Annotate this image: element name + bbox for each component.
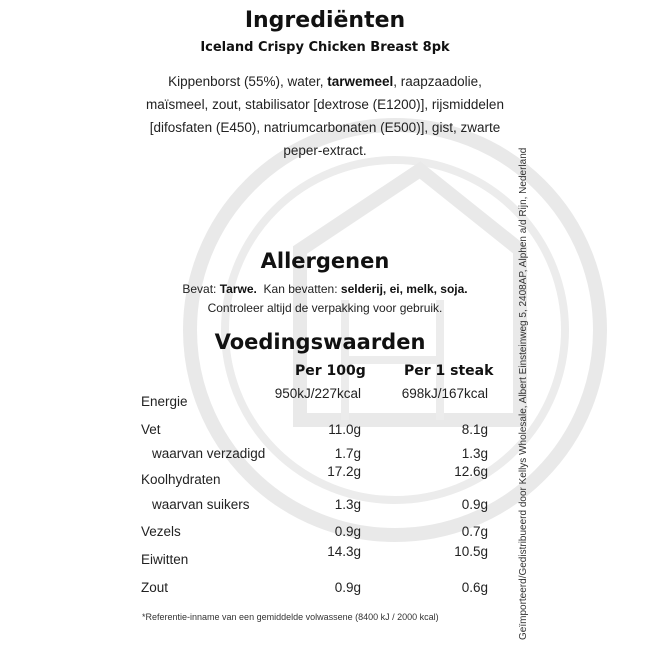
allergens-note: Controleer altijd de verpakking voor gebruik. xyxy=(207,301,443,315)
nutrition-row xyxy=(0,524,650,546)
column-header-per-100g: Per 100g xyxy=(295,363,366,379)
contains-allergens: Tarwe. xyxy=(219,282,257,296)
may-contain-label: Kan bevatten: xyxy=(256,282,341,296)
nutrition-row xyxy=(0,446,650,468)
nutrition-row xyxy=(0,544,650,574)
ingredient-allergen: tarwemeel xyxy=(327,74,394,89)
value-per-steak: 12.6g xyxy=(454,464,488,479)
ingredients-text xyxy=(140,70,510,162)
value-per-100g: 14.3g xyxy=(327,544,361,559)
value-per-steak: 0.7g xyxy=(461,524,488,539)
value-per-100g: 11.0g xyxy=(328,422,361,437)
nutrient-label: Energie xyxy=(141,394,188,409)
nutrition-title: Voedingswaarden xyxy=(214,330,426,354)
nutrition-row xyxy=(0,580,650,602)
value-per-steak: 0.6g xyxy=(461,580,488,595)
nutrition-row xyxy=(0,422,650,444)
contains-label: Bevat: xyxy=(182,282,220,296)
nutrient-label: Eiwitten xyxy=(141,552,189,567)
ingredient-text: , raapzaadolie, maïsmeel, zout, stabilisator [dextrose (E1200)], rijsmiddelen [difosfaten (E450), natriumcarbonaten (E500)], gist, zwarte peper-extract. xyxy=(146,74,504,158)
allergens-title: Allergenen xyxy=(260,249,390,273)
nutrition-row xyxy=(0,386,650,416)
value-per-100g: 0.9g xyxy=(334,524,361,539)
value-per-100g: 1.3g xyxy=(334,497,361,512)
ingredients-title: Ingrediënten xyxy=(244,8,406,33)
distributor-text: Geïmporteerd/Gedistribueerd door Kellys Wholesale, Albert Einsteinweg 5, 2408AP, Alphen a/d Rijn, Nederland xyxy=(518,147,529,640)
nutrient-label: waarvan verzadigd xyxy=(152,446,266,461)
value-per-100g: 0.9g xyxy=(334,580,361,595)
nutrient-label: waarvan suikers xyxy=(152,497,250,512)
value-per-steak: 1.3g xyxy=(461,446,488,461)
nutrient-label: Vet xyxy=(141,422,161,437)
nutrient-label: Koolhydraten xyxy=(141,472,221,487)
value-per-100g: 950kJ/227kcal xyxy=(274,386,361,401)
nutrient-label: Zout xyxy=(141,580,169,595)
value-per-steak: 0.9g xyxy=(461,497,488,512)
footnote: *Referentie-inname van een gemiddelde volwassene (8400 kJ / 2000 kcal) xyxy=(142,612,439,622)
nutrition-row xyxy=(0,497,650,519)
allergens-text xyxy=(100,280,550,318)
value-per-100g: 17.2g xyxy=(327,464,361,479)
nutrient-label: Vezels xyxy=(141,524,181,539)
product-name: Iceland Crispy Chicken Breast 8pk xyxy=(200,40,450,55)
value-per-steak: 8.1g xyxy=(461,422,488,437)
value-per-steak: 698kJ/167kcal xyxy=(401,386,488,401)
nutrition-row xyxy=(0,464,650,494)
value-per-100g: 1.7g xyxy=(334,446,361,461)
value-per-steak: 10.5g xyxy=(454,544,488,559)
column-header-per-steak: Per 1 steak xyxy=(404,363,494,379)
ingredient-text: Kippenborst (55%), water, xyxy=(168,74,328,89)
may-contain-allergens: selderij, ei, melk, soja. xyxy=(340,282,468,296)
